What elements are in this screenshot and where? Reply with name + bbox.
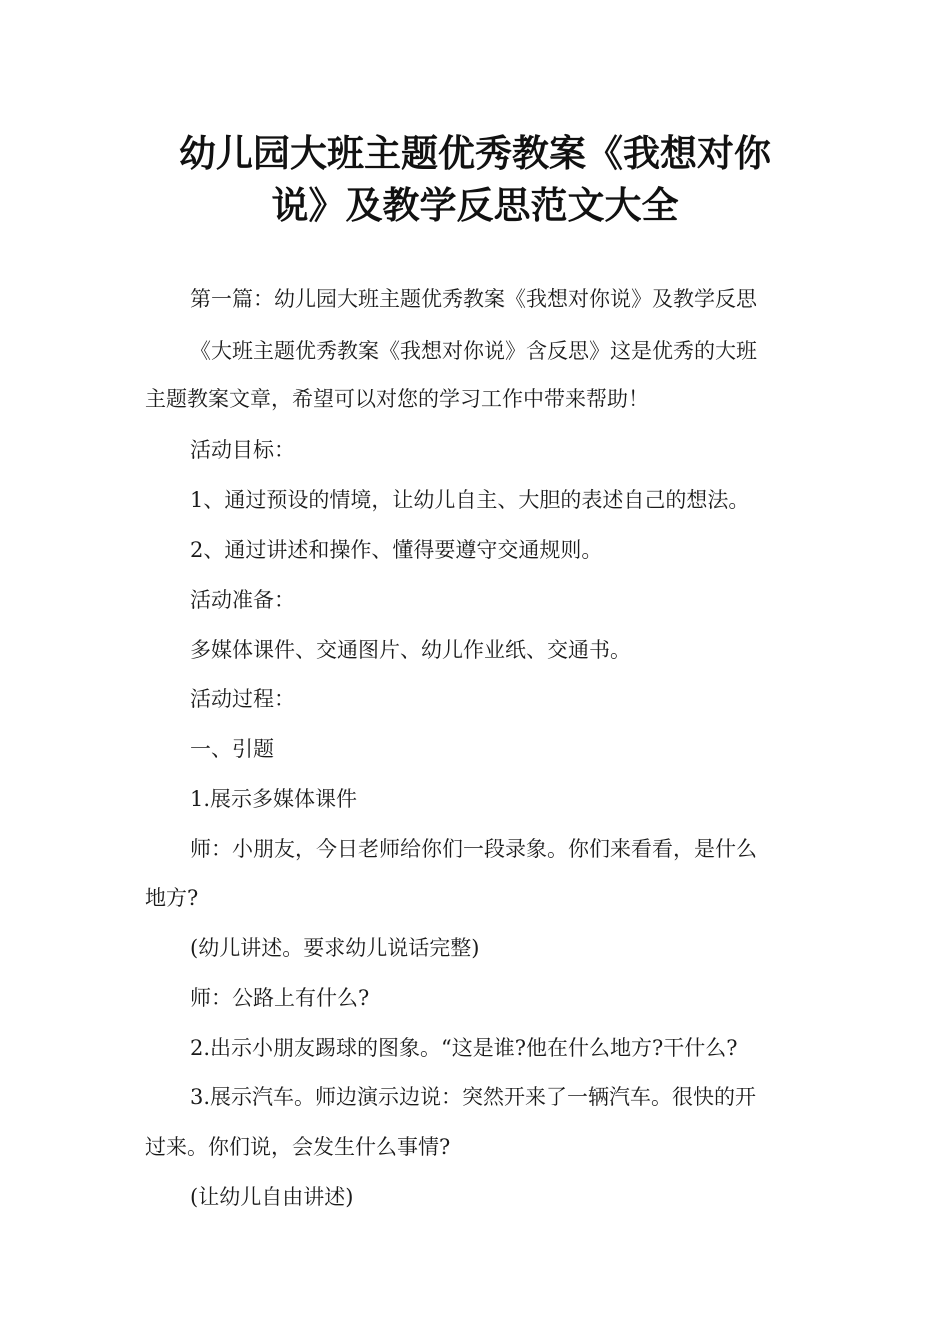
paragraph-line: 多媒体课件、交通图片、幼儿作业纸、交通书。 <box>190 638 631 662</box>
paragraph-line: 1.展示多媒体课件 <box>190 787 358 811</box>
paragraph-line: 主题教案文章，希望可以对您的学习工作中带来帮助！ <box>145 387 649 411</box>
paragraph-line: 2、通过讲述和操作、懂得要遵守交通规则。 <box>190 538 603 562</box>
section-heading: 第一篇：幼儿园大班主题优秀教案《我想对你说》及教学反思 <box>190 287 757 311</box>
document-title-line-2: 说》及教学反思范文大全 <box>271 184 679 227</box>
paragraph-line: (幼儿讲述。要求幼儿说话完整) <box>190 936 480 960</box>
paragraph-line: 地方? <box>145 886 199 910</box>
paragraph-line: (让幼儿自由讲述) <box>190 1185 354 1209</box>
paragraph-line: 活动目标： <box>190 438 295 462</box>
paragraph-line: 师：公路上有什么? <box>190 986 370 1010</box>
paragraph-line: 一、引题 <box>190 737 274 761</box>
paragraph-line: 《大班主题优秀教案《我想对你说》含反思》这是优秀的大班 <box>190 339 757 363</box>
paragraph-line: 师：小朋友，今日老师给你们一段录象。你们来看看，是什么 <box>190 837 757 861</box>
paragraph-line: 活动准备： <box>190 588 295 612</box>
paragraph-line: 1、通过预设的情境，让幼儿自主、大胆的表述自己的想法。 <box>190 488 750 512</box>
paragraph-line: 过来。你们说，会发生什么事情? <box>145 1135 451 1159</box>
paragraph-line: 2.出示小朋友踢球的图象。“这是谁?他在什么地方?干什么? <box>190 1036 738 1060</box>
document-title-line-1: 幼儿园大班主题优秀教案《我想对你 <box>179 132 771 175</box>
paragraph-line: 3.展示汽车。师边演示边说：突然开来了一辆汽车。很快的开 <box>190 1085 757 1109</box>
paragraph-line: 活动过程： <box>190 687 295 711</box>
